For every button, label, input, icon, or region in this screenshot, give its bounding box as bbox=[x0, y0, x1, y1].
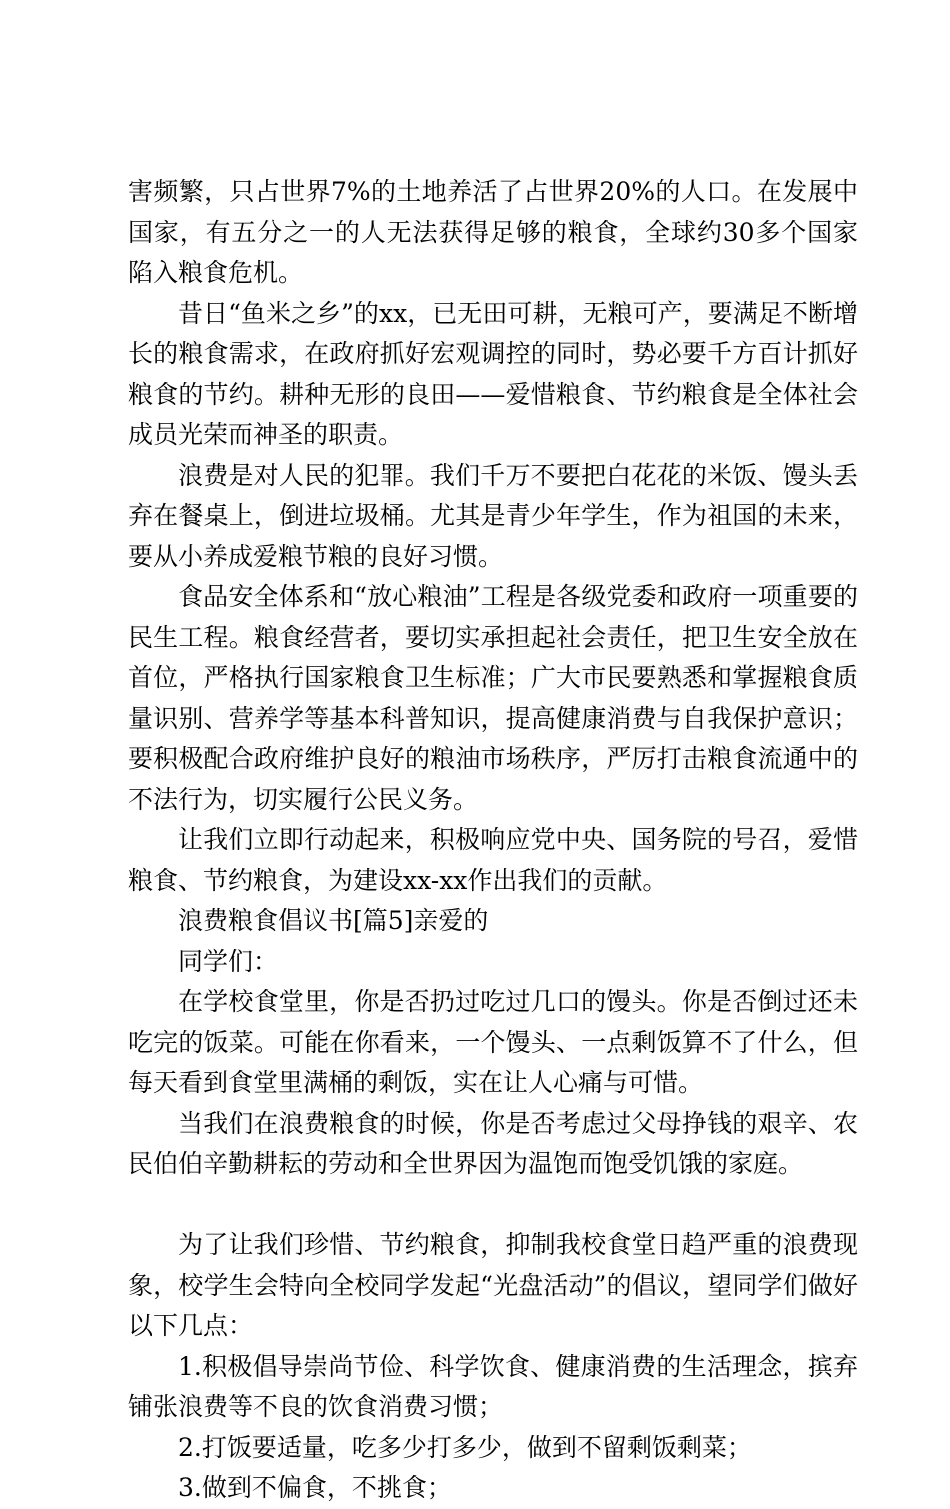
paragraph-food-safety: 食品安全体系和“放心粮油”工程是各级党委和政府一项重要的民生工程。粮食经营者，要切实承担起社会责任，把卫生安全放在首位，严格执行国家粮食卫生标准；广大市民要熟悉和掌握粮食质量识别、营养学等基本科普知识，提高健康消费与自我保护意识；要积极配合政府维护良好的粮油市场秩序，严厉打击粮食流通中的不法行为，切实履行公民义务。 bbox=[128, 582, 858, 814]
section-heading: 浪费粮食倡议书[篇5]亲爱的 bbox=[178, 906, 489, 935]
paragraph-canteen: 在学校食堂里，你是否扔过吃过几口的馒头。你是否倒过还未吃完的饭菜。可能在你看来，一个馒头、一点剩饭算不了什么，但每天看到食堂里满桶的剩饭，实在让人心痛与可惜。 bbox=[128, 987, 858, 1097]
paragraph-continued: 害频繁，只占世界7%的土地养活了占世界20%的人口。在发展中国家，有五分之一的人无法获得足够的粮食，全球约30多个国家陷入粮食危机。 bbox=[128, 177, 858, 287]
paragraph-initiative: 为了让我们珍惜、节约粮食，抑制我校食堂日趋严重的浪费现象，校学生会特向全校同学发起“光盘活动”的倡议，望同学们做好以下几点： bbox=[128, 1230, 858, 1340]
paragraph-call-to-action: 让我们立即行动起来，积极响应党中央、国务院的号召，爱惜粮食、节约粮食，为建设xx-xx作出我们的贡献。 bbox=[128, 825, 858, 895]
list-item-2: 2.打饭要适量，吃多少打多少，做到不留剩饭剩菜； bbox=[178, 1432, 752, 1462]
paragraph-consider: 当我们在浪费粮食的时候，你是否考虑过父母挣钱的艰辛、农民伯伯辛勤耕耘的劳动和全世界因为温饱而饱受饥饿的家庭。 bbox=[128, 1108, 858, 1178]
paragraph-fish-rice-town: 昔日“鱼米之乡”的xx，已无田可耕，无粮可产，要满足不断增长的粮食需求，在政府抓好宏观调控的同时，势必要千方百计抓好粮食的节约。耕种无形的良田——爱惜粮食、节约粮食是全体社会成员光荣而神圣的职责。 bbox=[128, 298, 858, 449]
list-item-1: 1.积极倡导崇尚节俭、科学饮食、健康消费的生活理念，摈弃铺张浪费等不良的饮食消费习惯； bbox=[128, 1351, 858, 1421]
paragraph-waste-crime: 浪费是对人民的犯罪。我们千万不要把白花花的米饭、馒头丢弃在餐桌上，倒进垃圾桶。尤其是青少年学生，作为祖国的未来，要从小养成爱粮节粮的良好习惯。 bbox=[128, 460, 858, 571]
salutation: 同学们： bbox=[178, 946, 279, 976]
document-body bbox=[128, 172, 858, 1509]
list-item-3: 3.做到不偏食，不挑食； bbox=[178, 1473, 452, 1502]
